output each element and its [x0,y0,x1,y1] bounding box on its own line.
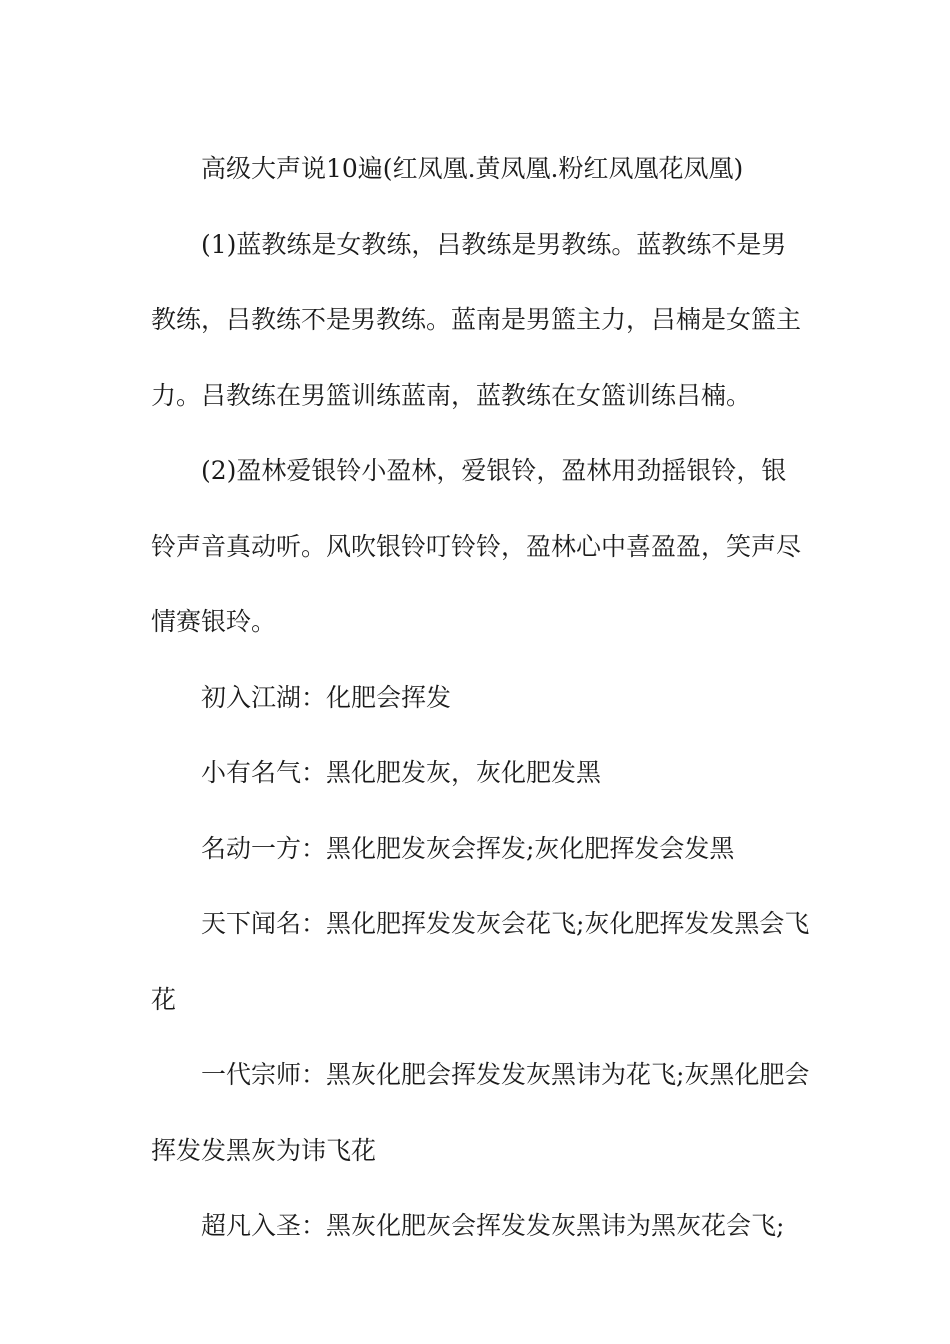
paragraph-level-4: 天下闻名：黑化肥挥发发灰会花飞;灰化肥挥发发黑会飞花 [151,909,810,1014]
paragraph-level-3: 名动一方：黑化肥发灰会挥发;灰化肥挥发会发黑 [201,833,735,863]
paragraph-level-5: 一代宗师：黑灰化肥会挥发发灰黑讳为花飞;灰黑化肥会挥发发黑灰为讳飞花 [151,1060,810,1165]
paragraph-level-2: 小有名气：黑化肥发灰，灰化肥发黑 [201,758,602,787]
paragraph-tongue-twister-2: (2)盈林爱银铃小盈林，爱银铃，盈林用劲摇银铃，银铃声音真动听。风吹银铃叮铃铃，盈林心中喜盈盈，笑声尽情赛银玲。 [151,456,802,636]
document-body [151,131,811,1264]
paragraph-title-line: 高级大声说10遍(红凤凰.黄凤凰.粉红凤凰花凤凰) [201,154,744,183]
paragraph-tongue-twister-1: (1)蓝教练是女教练，吕教练是男教练。蓝教练不是男教练，吕教练不是男教练。蓝南是男篮主力，吕楠是女篮主力。吕教练在男篮训练蓝南，蓝教练在女篮训练吕楠。 [151,229,802,410]
paragraph-level-1: 初入江湖：化肥会挥发 [201,682,452,712]
paragraph-level-6: 超凡入圣：黑灰化肥灰会挥发发灰黑讳为黑灰花会飞; [201,1211,785,1240]
